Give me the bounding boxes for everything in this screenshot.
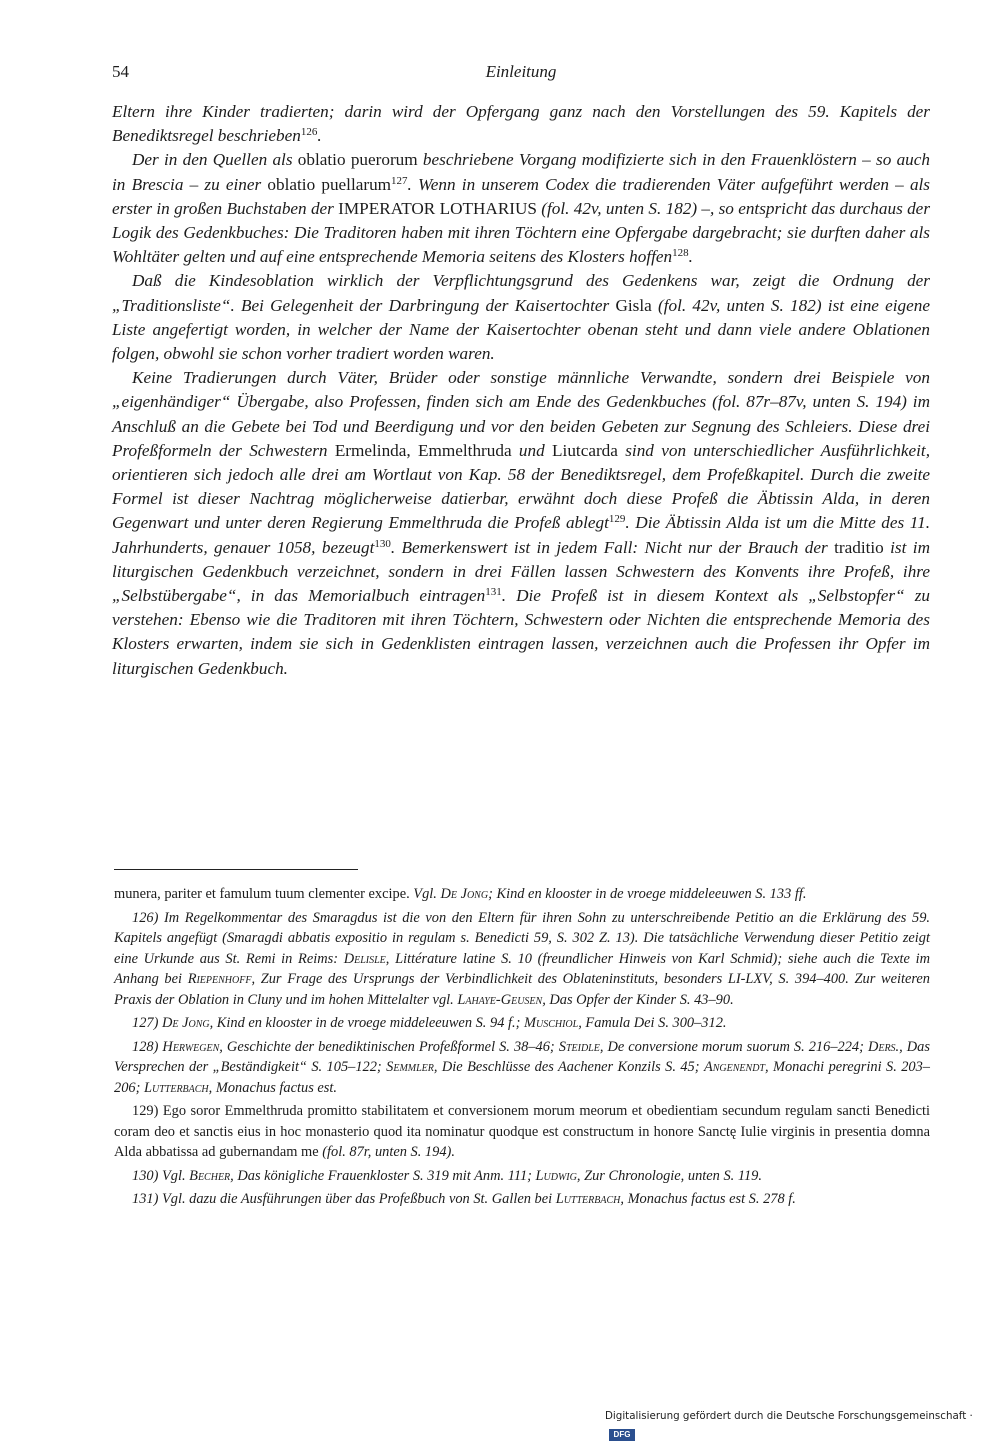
text-run: . Wenn in unserem Codex die tradierenden Väter aufgeführt werden – als erster in großen Buchstaben der (112, 174, 930, 218)
person-name: Gisla (615, 295, 652, 315)
text-run: 131) Vgl. dazu die Ausführungen über das Profeßbuch von St. Gallen bei (132, 1191, 556, 1207)
text-run: , Famula Dei S. 300–312. (578, 1015, 727, 1031)
author-name: Lahaye-Geusen (457, 991, 543, 1008)
footnote-126 (114, 908, 930, 1011)
text-run: , Monachus factus est S. 278 f. (620, 1191, 796, 1207)
paragraph-2 (112, 148, 930, 269)
footnote-131 (114, 1189, 930, 1210)
footnote-128 (114, 1037, 930, 1099)
page-header (112, 62, 930, 86)
text-run: ist im liturgischen Gedenkbuch verzeichnet, sondern in drei Fällen lassen Schwestern des Konvents ihre Profeß, ihre „Selbstübergabe“, in das Memorialbuch eintragen (112, 537, 930, 606)
text-run: beschriebene Vorgang modifizierte sich in den Frauenklöstern – so auch in Brescia – zu einer (112, 150, 930, 194)
latin-term: oblatio puerorum (297, 150, 418, 170)
text-run: . Bemerkenswert ist in jedem Fall: Nicht nur der Brauch der (390, 537, 835, 557)
main-text (112, 100, 930, 681)
footnote-ref-131[interactable]: 131 (485, 586, 502, 599)
text-run: (fol. 42v, unten S. 182) ist eine eigene Liste angefertigt worden, in welcher der Name der Kaisertochter obenan steht und dann viele andere Oblationen folgen, obwohl sie schon vorher tradiert worden waren. (112, 295, 931, 364)
text-run: ; Kind en klooster in de vroege middeleeuwen S. 133 ff. (488, 886, 807, 902)
text-run: . Die Profeß ist in diesem Kontext als „Selbstopfer“ zu verstehen: Ebenso wie die Traditoren mit ihren Töchtern, Schwestern oder Nichten die entsprechende Memoria des Klosters erwarten, indem sie sich in Gedenklisten eintragen lassen, verzeichnen auch die Professen ihr Opfer im liturgischen Gedenkbuch. (112, 586, 931, 678)
text-run: Keine Tradierungen durch Väter, Brüder oder sonstige männliche Verwandte, sondern drei Beispiele von „eigenhändiger“ Übergabe, also Professen, finden sich am Ende des Gedenkbuches (fol. 87r–87v, unten S. 194) im Anschluß an die Gebete bei Tod und Beerdigung und vor den beiden Gebeten zur Segnung des Schleiers. Diese drei Profeßformeln der Schwestern (112, 368, 930, 460)
author-name: Muschiol (523, 1015, 579, 1031)
text-run: (fol. 87r, unten S. 194). (318, 1144, 455, 1160)
text-run: , Zur Chronologie, unten S. 119. (576, 1167, 762, 1184)
text-run: . (688, 247, 693, 267)
author-name: Ders. (867, 1038, 900, 1055)
text-run: . (317, 126, 322, 146)
text-run: 128) (132, 1038, 163, 1055)
person-name: Ermelinda, Emmelthruda (334, 440, 512, 460)
text-run: . Die Äbtissin Alda ist um die Mitte des 11. Jahrhunderts, genauer 1058, bezeugt (112, 513, 930, 557)
text-run: Vgl. (409, 886, 441, 902)
footnote-129 (114, 1101, 930, 1163)
text-run: , Monachi peregrini S. 203–206; (114, 1059, 930, 1096)
text-run: , Littérature latine S. 10 (freundlicher Hinweis von Karl Schmid); siehe auch die Texte im Anhang bei (114, 950, 930, 987)
text-run: , Geschichte der benediktinischen Profeßformel S. 38–46; (219, 1038, 559, 1055)
footnote-continued (114, 884, 930, 905)
text-run: und (511, 440, 553, 460)
footnote-ref-130[interactable]: 130 (374, 537, 391, 550)
dfg-logo-icon: DFG (609, 1429, 635, 1441)
footnote-ref-128[interactable]: 128 (672, 247, 689, 260)
person-name: Liutcarda (552, 440, 618, 460)
text-run: 130) Vgl. (132, 1167, 190, 1184)
author-name: Ludwig (535, 1167, 577, 1184)
author-name: Lutterbach (555, 1191, 621, 1207)
author-name: Angenendt (703, 1059, 765, 1075)
footnote-ref-126[interactable]: 126 (300, 126, 318, 139)
text-run: 126) Im Regelkommentar des Smaragdus ist die von den Eltern für ihren Sohn zu unterschreibende Petitio an die Erklärung des 59. Kapitels angefügt (Smaragdi abbatis expositio in regulam s. Benedicti 59, S. 302 Z. 13). Die tatsächliche Verwendung dieser Petitio zeigt eine Urkunde aus St. Remi in Reims: (114, 909, 930, 967)
credit-separator: · (966, 1410, 973, 1422)
text-run: , Das Versprechen der „Beständigkeit“ S. 105–122; (114, 1038, 930, 1075)
author-name: De Jong (440, 886, 489, 902)
author-name: Herwegen (162, 1038, 220, 1055)
text-run: Der in den Quellen als (132, 150, 298, 170)
latin-quote: 129) Ego soror Emmelthruda promitto stabilitatem et conversionem morum meorum et obedientiam secundum regulam sancti Benedicti coram deo et sanctis eius in hoc monasterio quod ita nominatur quodque est constructum in honore Sanctę Iulie virginis in presentia domna Alda abbatissa ad gubernandam me (114, 1103, 930, 1160)
latin-quote: munera, pariter et famulum tuum clementer excipe. (114, 886, 410, 902)
digitization-credit (605, 1408, 977, 1439)
footnote-130 (114, 1166, 930, 1187)
footnote-ref-127[interactable]: 127 (391, 174, 408, 187)
text-run: , Monachus factus est. (208, 1079, 337, 1096)
footnote-ref-129[interactable]: 129 (608, 513, 626, 526)
running-title: Einleitung (485, 62, 557, 81)
text-run: , Zur Frage des Ursprungs der Verbindlichkeit des Oblateninstituts, besonders LI-LXV, S. 394–400. Zur weiteren Praxis der Oblation in Cluny und im hohen Mittelalter vgl. (114, 971, 930, 1008)
footnote-divider (114, 869, 358, 870)
paragraph-4 (112, 366, 930, 681)
author-name: Delisle (343, 950, 386, 967)
text-run: (fol. 42v, unten S. 182) –, so entspricht das durchaus der Logik des Gedenkbuches: Die Traditoren haben mit ihren Töchtern eine Opfergabe dargebracht; sie durften daher als Wohltäter gelten und auf eine entsprechende Memoria seitens des Klosters hoffen (112, 198, 931, 267)
page-number: 54 (112, 62, 129, 81)
footnote-127 (114, 1013, 930, 1034)
author-name: Steidle (558, 1038, 600, 1055)
author-name: Riepenhoff (187, 971, 252, 987)
paragraph-1 (112, 100, 930, 148)
credit-text: Digitalisierung gefördert durch die Deutsche Forschungsgemeinschaft (605, 1410, 967, 1422)
author-name: Lutterbach (143, 1079, 209, 1096)
text-run: , Das Opfer der Kinder S. 43–90. (542, 991, 734, 1008)
paragraph-3 (112, 269, 930, 366)
text-run: Daß die Kindesoblation wirklich der Verpflichtungsgrund des Gedenkens war, zeigt die Ordnung der „Traditionsliste“. Bei Gelegenheit der Darbringung der Kaisertochter (112, 271, 930, 315)
text-run: , Das königliche Frauenkloster S. 319 mit Anm. 111; (230, 1167, 536, 1184)
footnotes (114, 884, 930, 1213)
text-run: sind von unterschiedlicher Ausführlichkeit, orientieren sich jedoch alle drei am Wortlaut von Kap. 58 der Benediktsregel, dem Profeßkapitel. Durch die zweite Formel ist dieser Nachtrag möglicherweise datierbar, erwähnt doch diese Profeß die Äbtissin Alda, in deren Gegenwart und unter deren Regierung Emmelthruda die Profeß ablegt (112, 440, 930, 533)
author-name: Semmler (386, 1059, 434, 1075)
text-run: , De conversione morum suorum S. 216–224; (599, 1038, 868, 1055)
author-name: Becher (189, 1167, 231, 1184)
latin-term: oblatio puellarum (267, 174, 392, 194)
latin-term: traditio (834, 537, 884, 557)
text-run: 127) (132, 1015, 162, 1031)
text-run: Eltern ihre Kinder tradierten; darin wird der Opfergang ganz nach den Vorstellungen des 59. Kapitels der Benediktsregel beschrieben (112, 102, 930, 146)
text-run: , Kind en klooster in de vroege middeleeuwen S. 94 f.; (209, 1015, 524, 1031)
source-quote: IMPERATOR LOTHARIUS (338, 198, 537, 218)
author-name: De Jong (161, 1015, 210, 1031)
text-run: , Die Beschlüsse des Aachener Konzils S. 45; (433, 1059, 704, 1075)
